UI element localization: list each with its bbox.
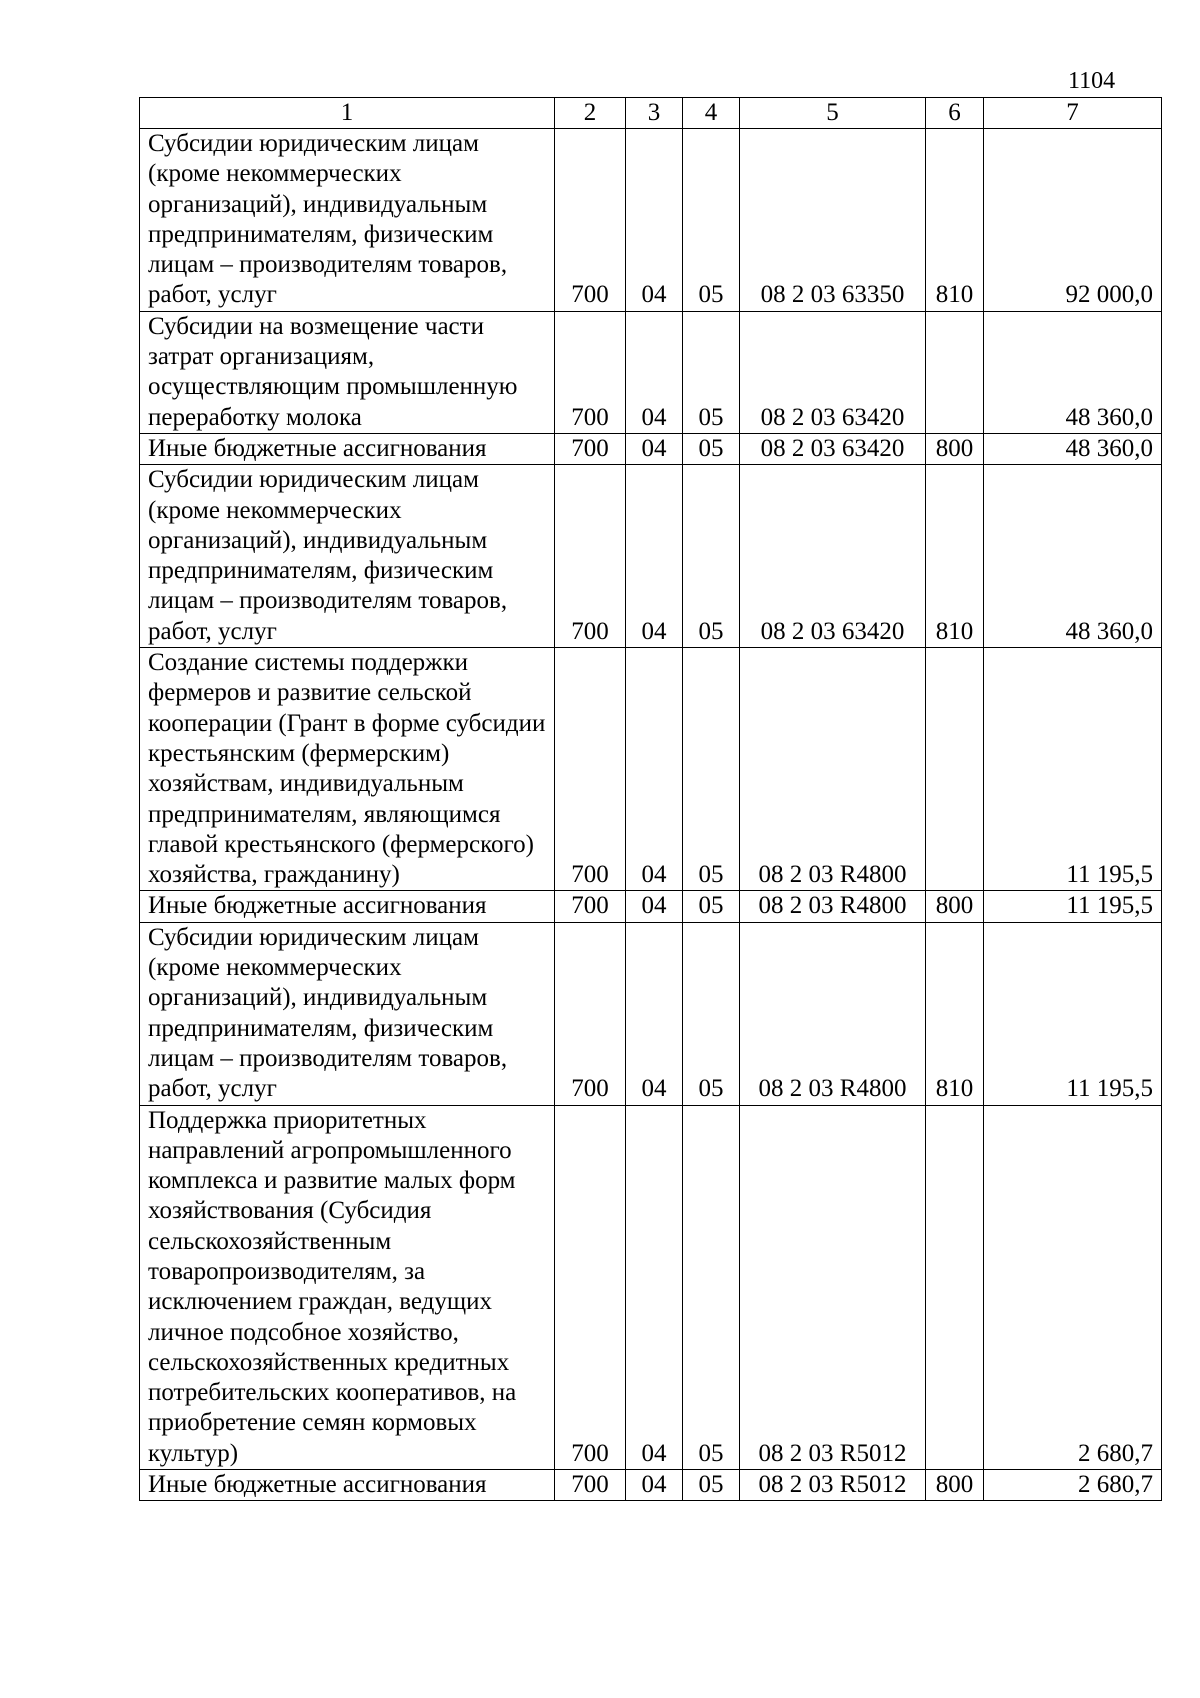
target-article-cell: 08 2 03 R4800 <box>740 648 926 891</box>
budget-table <box>139 97 1162 1501</box>
table-row <box>140 1105 1162 1470</box>
subsection-code-cell: 05 <box>683 433 740 464</box>
column-header-1: 1 <box>140 98 555 129</box>
ministry-code-cell: 700 <box>555 129 626 312</box>
expense-type-cell <box>926 1105 984 1470</box>
row-name-cell: Иные бюджетные ассигнования <box>140 891 555 922</box>
subsection-code-cell: 05 <box>683 129 740 312</box>
section-code-cell: 04 <box>626 922 683 1105</box>
ministry-code-cell: 700 <box>555 311 626 433</box>
target-article-cell: 08 2 03 63420 <box>740 465 926 648</box>
subsection-code-cell: 05 <box>683 311 740 433</box>
expense-type-cell: 810 <box>926 129 984 312</box>
row-name-cell: Субсидии на возмещение части затрат организациям, осуществляющим промышленную переработку молока <box>140 311 555 433</box>
subsection-code-cell: 05 <box>683 1105 740 1470</box>
amount-cell: 11 195,5 <box>984 891 1162 922</box>
column-header-2: 2 <box>555 98 626 129</box>
amount-cell: 11 195,5 <box>984 922 1162 1105</box>
subsection-code-cell: 05 <box>683 891 740 922</box>
ministry-code-cell: 700 <box>555 1470 626 1501</box>
ministry-code-cell: 700 <box>555 1105 626 1470</box>
row-name-cell: Субсидии юридическим лицам (кроме некоммерческих организаций), индивидуальным предпринимателям, физическим лицам – производителям товаров, работ, услуг <box>140 129 555 312</box>
target-article-cell: 08 2 03 63420 <box>740 311 926 433</box>
section-code-cell: 04 <box>626 311 683 433</box>
row-name-cell: Иные бюджетные ассигнования <box>140 433 555 464</box>
table-row <box>140 129 1162 312</box>
table-row <box>140 1470 1162 1501</box>
ministry-code-cell: 700 <box>555 433 626 464</box>
expense-type-cell: 800 <box>926 433 984 464</box>
target-article-cell: 08 2 03 R4800 <box>740 891 926 922</box>
amount-cell: 11 195,5 <box>984 648 1162 891</box>
subsection-code-cell: 05 <box>683 465 740 648</box>
expense-type-cell: 800 <box>926 1470 984 1501</box>
row-name-cell: Поддержка приоритетных направлений агропромышленного комплекса и развитие малых форм хозяйствования (Субсидия сельскохозяйственным товаропроизводителям, за исключением граждан, ведущих личное подсобное хозяйство, сельскохозяйственных кредитных потребительских кооперативов, на приобретение семян кормовых культур) <box>140 1105 555 1470</box>
subsection-code-cell: 05 <box>683 648 740 891</box>
column-header-4: 4 <box>683 98 740 129</box>
amount-cell: 92 000,0 <box>984 129 1162 312</box>
target-article-cell: 08 2 03 63420 <box>740 433 926 464</box>
ministry-code-cell: 700 <box>555 922 626 1105</box>
amount-cell: 48 360,0 <box>984 433 1162 464</box>
subsection-code-cell: 05 <box>683 1470 740 1501</box>
target-article-cell: 08 2 03 R5012 <box>740 1470 926 1501</box>
column-header-7: 7 <box>984 98 1162 129</box>
column-header-6: 6 <box>926 98 984 129</box>
section-code-cell: 04 <box>626 1105 683 1470</box>
column-header-5: 5 <box>740 98 926 129</box>
subsection-code-cell: 05 <box>683 922 740 1105</box>
amount-cell: 2 680,7 <box>984 1470 1162 1501</box>
expense-type-cell <box>926 311 984 433</box>
ministry-code-cell: 700 <box>555 891 626 922</box>
amount-cell: 48 360,0 <box>984 465 1162 648</box>
row-name-cell: Иные бюджетные ассигнования <box>140 1470 555 1501</box>
target-article-cell: 08 2 03 R4800 <box>740 922 926 1105</box>
section-code-cell: 04 <box>626 465 683 648</box>
row-name-cell: Создание системы поддержки фермеров и развитие сельской кооперации (Грант в форме субсидии крестьянским (фермерским) хозяйствам, индивидуальным предпринимателям, являющимся главой крестьянского (фермерского) хозяйства, гражданину) <box>140 648 555 891</box>
expense-type-cell <box>926 648 984 891</box>
section-code-cell: 04 <box>626 433 683 464</box>
row-name-cell: Субсидии юридическим лицам (кроме некоммерческих организаций), индивидуальным предпринимателям, физическим лицам – производителям товаров, работ, услуг <box>140 922 555 1105</box>
table-row <box>140 433 1162 464</box>
section-code-cell: 04 <box>626 648 683 891</box>
table-row <box>140 891 1162 922</box>
expense-type-cell: 810 <box>926 922 984 1105</box>
table-row <box>140 311 1162 433</box>
section-code-cell: 04 <box>626 891 683 922</box>
table-header-row <box>140 98 1162 129</box>
target-article-cell: 08 2 03 R5012 <box>740 1105 926 1470</box>
ministry-code-cell: 700 <box>555 465 626 648</box>
table-row <box>140 648 1162 891</box>
amount-cell: 48 360,0 <box>984 311 1162 433</box>
table-row <box>140 465 1162 648</box>
section-code-cell: 04 <box>626 129 683 312</box>
amount-cell: 2 680,7 <box>984 1105 1162 1470</box>
row-name-cell: Субсидии юридическим лицам (кроме некоммерческих организаций), индивидуальным предпринимателям, физическим лицам – производителям товаров, работ, услуг <box>140 465 555 648</box>
expense-type-cell: 810 <box>926 465 984 648</box>
section-code-cell: 04 <box>626 1470 683 1501</box>
table-row <box>140 922 1162 1105</box>
page-number: 1104 <box>1068 68 1116 94</box>
target-article-cell: 08 2 03 63350 <box>740 129 926 312</box>
expense-type-cell: 800 <box>926 891 984 922</box>
column-header-3: 3 <box>626 98 683 129</box>
ministry-code-cell: 700 <box>555 648 626 891</box>
